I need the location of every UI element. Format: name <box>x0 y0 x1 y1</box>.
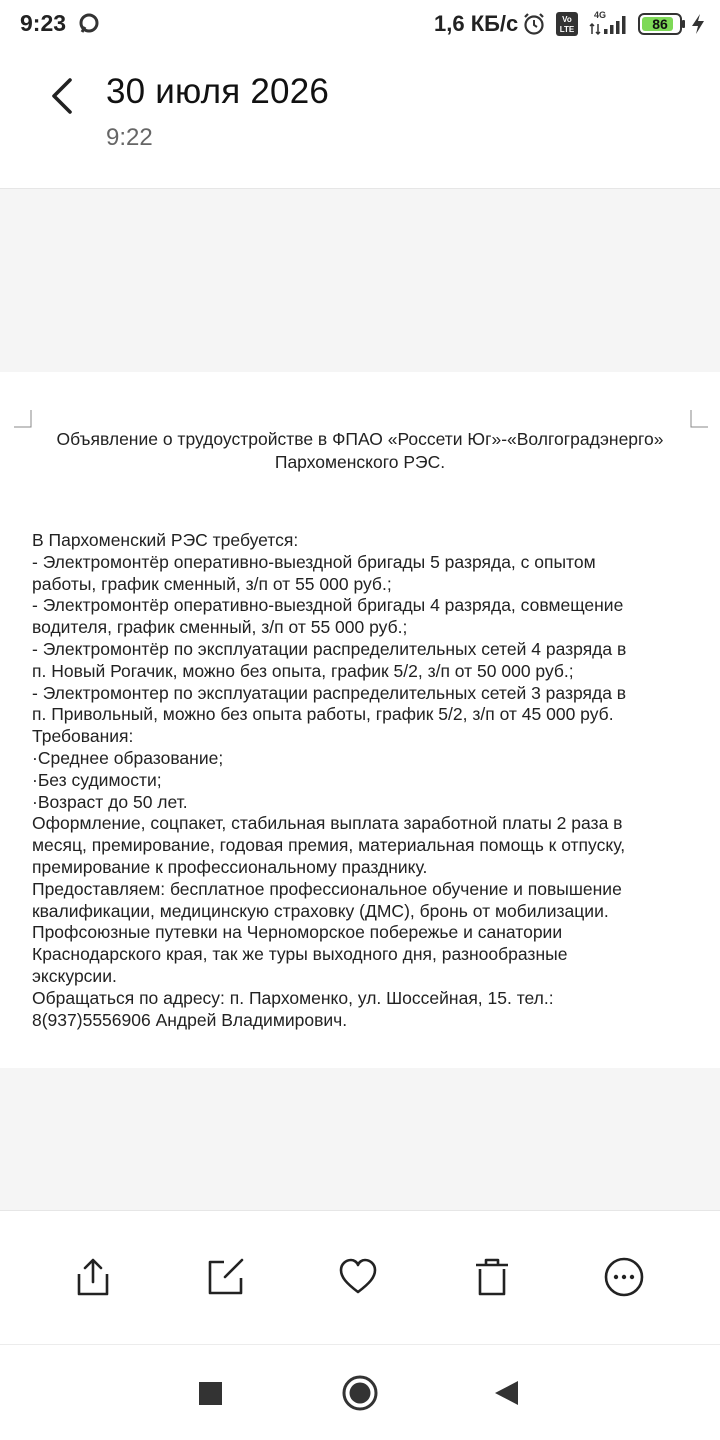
document-title-line: Объявление о трудоустройстве в ФПАО «Россети Юг»-«Волгоградэнерго» <box>56 429 664 449</box>
battery-level: 86 <box>652 16 668 32</box>
delete-icon[interactable] <box>472 1256 512 1298</box>
document-line: водителя, график сменный, з/п от 55 000 руб.; <box>32 617 408 638</box>
navigation-divider <box>0 1344 720 1345</box>
document-line: ·Возраст до 50 лет. <box>32 791 188 812</box>
more-icon[interactable] <box>604 1256 644 1298</box>
recents-icon[interactable] <box>190 1374 230 1414</box>
svg-text:Vo: Vo <box>562 15 572 24</box>
document-line: Краснодарского края, так же туры выходного дня, разнообразные <box>32 944 568 965</box>
document-line: ·Среднее образование; <box>32 747 224 768</box>
svg-text:4G: 4G <box>594 10 607 20</box>
share-icon[interactable] <box>73 1256 113 1298</box>
document-line: В Пархоменский РЭС требуется: <box>32 530 299 550</box>
document-body <box>32 530 702 1031</box>
page-subtitle-time: 9:22 <box>106 124 153 151</box>
document-line: Требования: <box>32 726 134 747</box>
document-line: п. Привольный, можно без опыта работы, график 5/2, з/п от 45 000 руб. <box>32 704 614 725</box>
document-line: - Электромонтёр оперативно-выездной бригады 4 разряда, совмещение <box>32 595 624 616</box>
document-line: Обращаться по адресу: п. Пархоменко, ул. Шоссейная, 15. тел.: <box>32 987 554 1008</box>
battery-icon <box>638 13 686 35</box>
charging-icon <box>690 13 706 35</box>
document-line: Профсоюзные путевки на Черноморское побережье и санатории <box>32 922 563 943</box>
action-bar-divider <box>0 1210 720 1211</box>
status-bar <box>0 0 720 50</box>
document-line: - Электромонтёр по эксплуатации распределительных сетей 4 разряда в <box>32 638 627 659</box>
document-line: - Электромонтёр оперативно-выездной бригады 5 разряда, с опытом <box>32 551 596 572</box>
alarm-icon <box>522 12 546 36</box>
back-icon[interactable] <box>488 1374 528 1414</box>
home-icon[interactable] <box>340 1374 380 1414</box>
status-time: 9:23 <box>20 10 67 36</box>
page-corner-mark <box>14 410 32 428</box>
document-line: премирование к профессиональному празднику. <box>32 856 428 877</box>
document-line: квалификации, медицинскую страховку (ДМС), бронь от мобилизации. <box>32 900 609 921</box>
edit-icon[interactable] <box>206 1256 246 1298</box>
svg-text:LTE: LTE <box>559 25 575 34</box>
document-line: Предоставляем: бесплатное профессиональное обучение и повышение <box>32 878 622 899</box>
document-line: Оформление, соцпакет, стабильная выплата заработной платы 2 раза в <box>32 813 623 834</box>
viewer-background-bottom <box>0 1068 720 1210</box>
volte-icon <box>556 12 578 36</box>
viewer-background-top <box>0 189 720 372</box>
message-notification-icon <box>78 13 100 35</box>
page-corner-mark <box>690 410 708 428</box>
signal-icon <box>588 10 630 36</box>
document-line: п. Новый Рогачик, можно без опыта, график 5/2, з/п от 50 000 руб.; <box>32 660 574 681</box>
document-title-line: Пархоменского РЭС. <box>274 452 446 472</box>
back-arrow-icon[interactable] <box>46 76 82 116</box>
document-line: работы, график сменный, з/п от 55 000 руб.; <box>32 573 392 594</box>
document-line: месяц, премирование, годовая премия, материальная помощь к отпуску, <box>32 835 626 856</box>
document-line: экскурсии. <box>32 965 117 986</box>
favorite-icon[interactable] <box>338 1256 378 1298</box>
network-speed: 1,6 КБ/с <box>434 11 519 36</box>
document-line: - Электромонтер по эксплуатации распределительных сетей 3 разряда в <box>32 682 627 703</box>
document-title <box>12 428 708 474</box>
page-title: 30 июля 2026 <box>106 72 330 111</box>
document-line: ·Без судимости; <box>32 769 162 790</box>
document-line: 8(937)5556906 Андрей Владимирович. <box>32 1009 348 1030</box>
